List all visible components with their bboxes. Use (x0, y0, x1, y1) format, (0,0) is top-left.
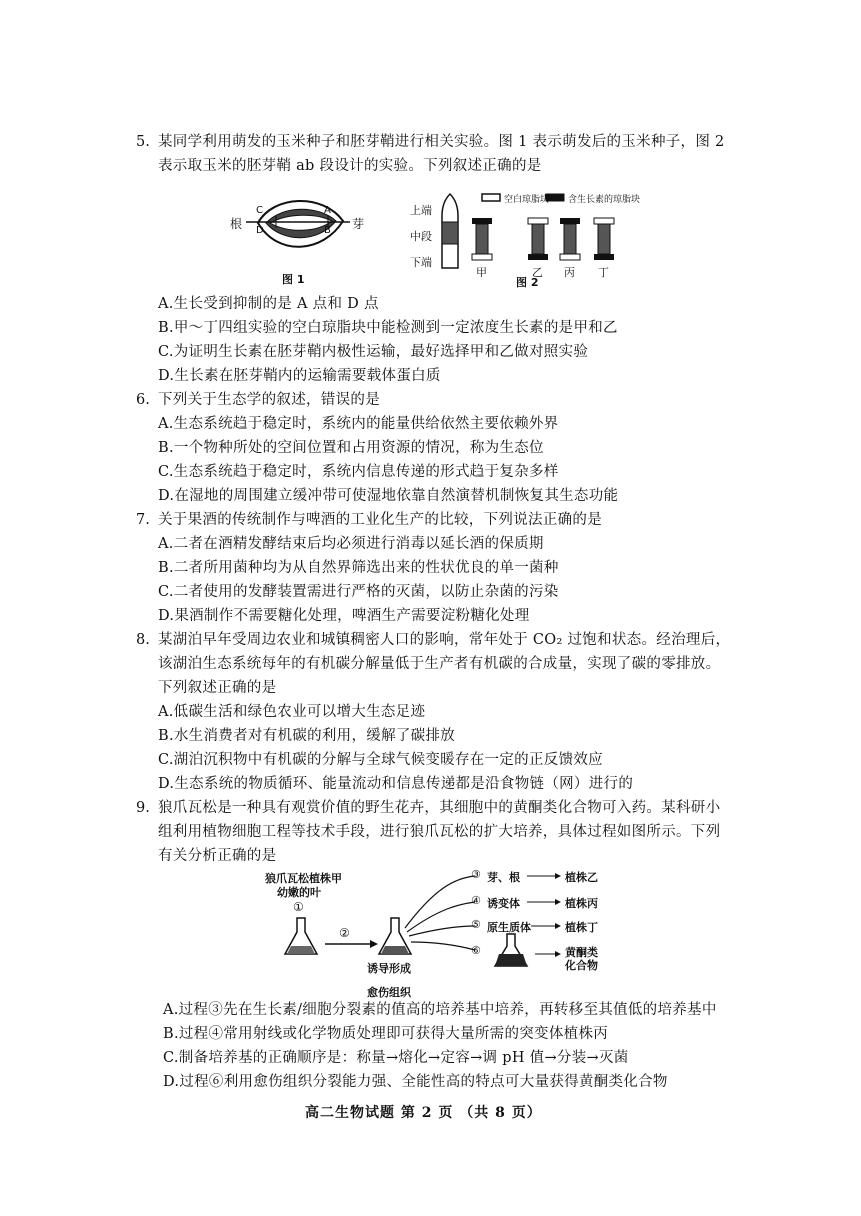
q5-option-d: D.生长素在胚芽鞘内的运输需要载体蛋白质 (158, 368, 441, 384)
q8-stem-line2: 该湖泊生态系统每年的有机碳分解量低于生产者有机碳的合成量，实现了碳的零排放。 (158, 656, 721, 672)
q7-option-b: B.二者所用菌种均为从自然界筛选出来的性状优良的单一菌种 (158, 560, 559, 576)
q8-option-d: D.生态系统的物质循环、能量流动和信息传递都是沿食物链（网）进行的 (158, 776, 634, 792)
fig2-legend-auxin: 含生长素的琼脂块 (568, 195, 641, 205)
q7-stem: 关于果酒的传统制作与啤酒的工业化生产的比较，下列说法正确的是 (158, 512, 602, 528)
q8-stem-line3: 下列叙述正确的是 (158, 680, 277, 696)
q9-option-c: C.制备培养基的正确顺序是：称量→熔化→定容→调 pH 值→分装→灭菌 (163, 1050, 629, 1066)
q5-option-b: B.甲～丁四组实验的空白琼脂块中能检测到一定浓度生长素的是甲和乙 (158, 320, 618, 336)
q9-option-a: A.过程③先在生长素/细胞分裂素的值高的培养基中培养，再转移至其值低的培养基中 (163, 1002, 717, 1018)
fig-q9-product-4: 植株丙 (565, 897, 598, 910)
fig-q9-product-6a: 黄酮类 (565, 946, 598, 959)
fig2-bottom-label: 下端 (410, 256, 432, 269)
fig-q9-product-3: 植株乙 (565, 871, 598, 884)
q6-option-b: B.一个物种所处的空间位置和占用资源的情况，称为生态位 (158, 440, 544, 456)
q8-stem-line1: 某湖泊早年受周边农业和城镇稠密人口的影响，常年处于 CO₂ 过饱和状态。经治理后， (158, 632, 731, 648)
fig-q9-callus-label2: 愈伤组织 (367, 986, 411, 999)
fig2-legend-blank: 空白琼脂块 (504, 195, 550, 205)
q6-option-d: D.在湿地的周围建立缓冲带可使湿地依靠自然演替机制恢复其生态功能 (158, 488, 619, 504)
q5-stem-line2: 表示取玉米的胚芽鞘 ab 段设计的实验。下列叙述正确的是 (158, 158, 542, 174)
q9-number: 9. (136, 800, 150, 816)
q5-option-a: A.生长受到抑制的是 A 点和 D 点 (158, 296, 379, 312)
fig-q9-step-1: ① (293, 900, 304, 914)
q9-stem-line2: 组利用植物细胞工程等技术手段，进行狼爪瓦松的扩大培养，具体过程如图所示。下列 (158, 824, 721, 840)
fig1-root-label: 根 (230, 217, 243, 231)
fig2-group-bing: 丙 (564, 266, 575, 279)
q9-stem-line1: 狼爪瓦松是一种具有观赏价值的野生花卉，其细胞中的黄酮类化合物可入药。某科研小 (158, 800, 721, 816)
q9-option-b: B.过程④常用射线或化学物质处理即可获得大量所需的突变体植株丙 (163, 1026, 609, 1042)
q7-option-a: A.二者在酒精发酵结束后均必须进行消毒以延长酒的保质期 (158, 536, 544, 552)
figure-2-coleoptile (410, 188, 730, 288)
fig2-caption: 图 2 (516, 276, 539, 289)
q5-stem-line1: 某同学利用萌发的玉米种子和胚芽鞘进行相关实验。图 1 表示萌发后的玉米种子，图 2 (158, 134, 725, 150)
fig-q9-route-4: 诱变体 (487, 897, 520, 910)
q8-option-c: C.湖泊沉积物中有机碳的分解与全球气候变暖存在一定的正反馈效应 (158, 752, 603, 768)
fig2-top-label: 上端 (410, 204, 432, 217)
figure-1-seed (228, 185, 368, 285)
fig1-point-a: A (324, 205, 331, 216)
q7-option-d: D.果酒制作不需要糖化处理，啤酒生产需要淀粉糖化处理 (158, 608, 530, 624)
q5-option-c: C.为证明生长素在胚芽鞘内极性运输，最好选择甲和乙做对照实验 (158, 344, 589, 360)
fig-q9-product-5: 植株丁 (565, 921, 598, 934)
fig1-point-b: B (324, 225, 331, 236)
q5-number: 5. (136, 134, 150, 150)
fig-q9-route-5: 原生质体 (487, 921, 531, 934)
fig-q9-plant-label: 狼爪瓦松植株甲 (265, 872, 342, 885)
fig1-caption: 图 1 (282, 273, 305, 286)
q8-number: 8. (136, 632, 150, 648)
fig1-point-d: D (256, 225, 264, 236)
q8-option-b: B.水生消费者对有机碳的利用，缓解了碳排放 (158, 728, 456, 744)
fig2-group-yi: 乙 (532, 266, 543, 279)
fig2-group-jia: 甲 (476, 266, 487, 279)
fig-q9-step-2: ② (339, 926, 350, 940)
fig-q9-step-5: ⑤ (471, 918, 481, 931)
fig-q9-product-6b: 化合物 (565, 959, 598, 972)
page-footer: 高二生物试题 第 2 页 （共 8 页） (305, 1105, 542, 1121)
fig-q9-leaf-label: 幼嫩的叶 (277, 886, 321, 899)
fig-q9-step-4: ④ (471, 894, 481, 907)
q9-option-d: D.过程⑥利用愈伤组织分裂能力强、全能性高的特点可大量获得黄酮类化合物 (163, 1074, 668, 1090)
fig2-group-ding: 丁 (598, 266, 609, 279)
q7-number: 7. (136, 512, 150, 528)
q6-stem: 下列关于生态学的叙述，错误的是 (158, 392, 380, 408)
q6-option-a: A.生态系统趋于稳定时，系统内的能量供给依然主要依赖外界 (158, 416, 559, 432)
q8-option-a: A.低碳生活和绿色农业可以增大生态足迹 (158, 704, 426, 720)
figure-q9-culture-process (255, 868, 635, 978)
fig2-middle-label: 中段 (410, 230, 432, 243)
q6-number: 6. (136, 392, 150, 408)
q7-option-c: C.二者使用的发酵装置需进行严格的灭菌，以防止杂菌的污染 (158, 584, 559, 600)
fig1-bud-label: 芽 (352, 217, 365, 231)
fig-q9-callus-label1: 诱导形成 (367, 962, 411, 975)
fig1-point-c: C (256, 205, 263, 216)
q6-option-c: C.生态系统趋于稳定时，系统内信息传递的形式趋于复杂多样 (158, 464, 559, 480)
fig-q9-step-6: ⑥ (471, 944, 481, 957)
fig-q9-step-3: ③ (471, 868, 481, 881)
fig-q9-route-3: 芽、根 (487, 871, 520, 884)
q9-stem-line3: 有关分析正确的是 (158, 848, 277, 864)
